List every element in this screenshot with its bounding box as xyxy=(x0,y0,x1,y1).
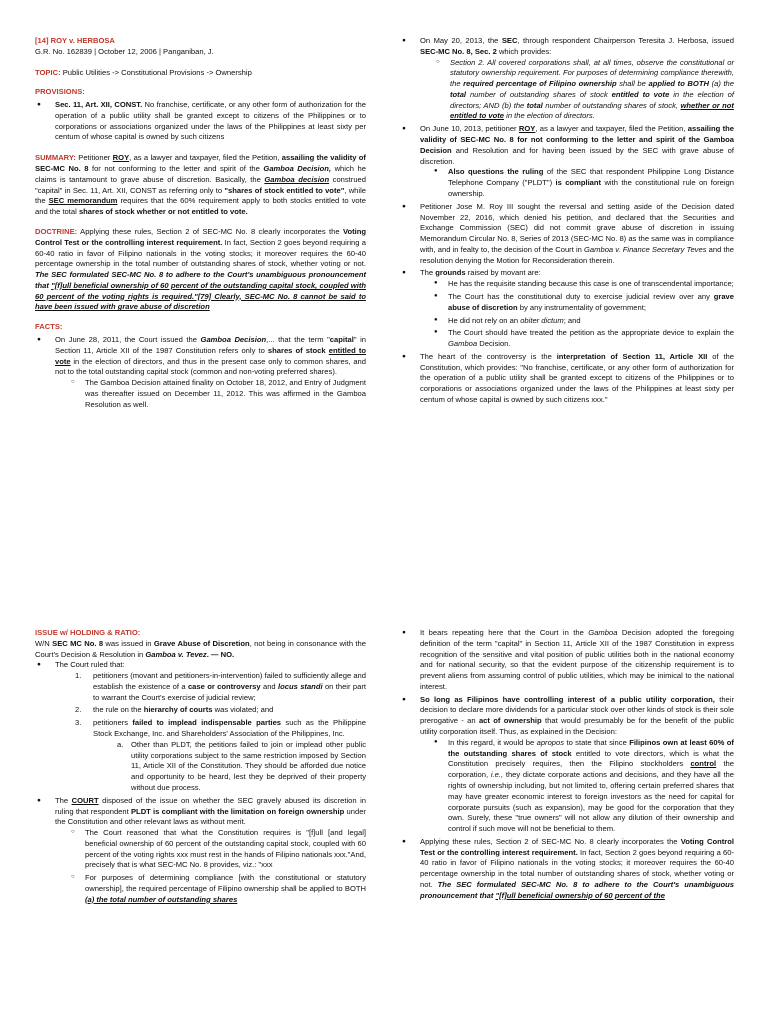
list-item: ● Sec. 11, Art. XII, CONST. No franchise, certificate, or any other form of authorization for the operation of a public utility shall be granted except to citizens of the Philippines or to corporations or associations organized under the laws of the Philippines at least sixty per centum of whose capital is owned by such citizens xyxy=(35,100,366,143)
list-item: ● On June 28, 2011, the Court issued the Gamboa Decision,... that the term "capital" in Section 11, Article XII of the 1987 Constitution refers only to shares of stock entitled to vote in the election of directors, and thus in the present case only to common shares, and not to the total outstanding capital stock (common and non-voting preferred shares). ○ The Gamboa Decision attained finality on October 18, 2012, and Entry of Judgment was thereafter issued on December 11, 2012. This was affirmed in the Gamboa Resolution as well. xyxy=(35,335,366,410)
list-item: ● In this regard, it would be apropos to state that since Filipinos own at least 60% of the outstanding shares of stock entitled to vote directors, which is what the Constitution precisely requires, then the Filipino stockholders control the corporation, i.e., they dictate corporate actions and decisions, and they have all the rights of ownership including, but not limited to, offering certain preferred shares that may have greater economic interest to foreign investors as the need for capital for corporate pursuits (such as expansion), may be good for the corporation that they own. Surely, these "true owners" will not allow any dilution of their ownership and control if such move will not be beneficial to them. xyxy=(432,738,734,835)
list-item: ● It bears repeating here that the Court in the Gamboa Decision adopted the foregoing definition of the term "capital" in Section 11, Article XII of the 1987 Constitution in express recognition of the sensitive and vital position of public utilities both in the national economy and for national security, so that the evident purpose of the citizenship requirement is to prevent aliens from assuming control of public utilities, which may be inimical to the national interest. xyxy=(400,628,734,693)
sub-list xyxy=(69,828,366,905)
facts-label: FACTS: xyxy=(35,322,63,332)
list-item: ● He has the requisite standing because this case is one of transcendental importance; xyxy=(432,279,734,290)
topic-label: TOPIC: xyxy=(35,67,61,77)
list-item: ● Also questions the ruling of the SEC that respondent Philippine Long Distance Telephone Company ("PLDT") is compliant with the constitutional rule on foreign ownership. xyxy=(432,167,734,199)
list-item: ● The grounds raised by movant are: ● He has the requisite standing because this case is one of transcendental importance; ● The Court has the constitutional duty to exercise judicial review over any grave abuse of discretion by any instrumentality of government; ● He did not rely on an obiter dictum; and ● The Court should have treated the petition as the appropriate device to explain the Gamboa Decision. xyxy=(400,268,734,349)
case-title: [14] ROY v. HERBOSA xyxy=(35,36,115,45)
list-item: ● On May 20, 2013, the SEC, through respondent Chairperson Teresita J. Herbosa, issued SEC-MC No. 8, Sec. 2 which provides: ○ Section 2. All covered corporations shall, at all times, observe the constitutional or statutory ownership requirement. For purposes of determining compliance therewith, the required percentage of Filipino ownership shall be applied to BOTH (a) the total number of outstanding shares of stock entitled to vote in the election of directors; AND (b) the total number of outstanding shares of stock, whether or not entitled to vote in the election of directors. xyxy=(400,36,734,122)
list-item: ● The heart of the controversy is the interpretation of Section 11, Article XII of the Constitution, which provides: "No franchise, certificate, or any other form of authorization for the operation of a public utility shall be granted except to citizens of the Philippines or to corporations or associations organized under the laws of the Philippines at least sixty per centum of whose capital is owned by such citizens xxx." xyxy=(400,352,734,406)
holding-list xyxy=(35,660,366,905)
list-item: ● Petitioner Jose M. Roy III sought the reversal and setting aside of the Decision dated November 22, 2016, which denied his petition, and declared that the Securities and Exchange Commission (SEC) did not commit grave abuse of discretion in issuing Memorandum Circular No. 8, Series of 2013 (SEC-MC No. 8) as the same was in compliance with, and in fealty to, the decision of the Court in Gamboa v. Finance Secretary Teves and the resolution denying the Motion for Reconsideration therein. xyxy=(400,202,734,267)
list-item: 2. the rule on the hierarchy of courts was violated; and xyxy=(75,705,274,715)
list-item: ● Applying these rules, Section 2 of SEC-MC No. 8 clearly incorporates the Voting Control Test or the controlling interest requirement. In fact, Section 2 goes beyond requiring a 60-40 ratio in favor of Filipino nationals in the voting stocks; it moreover requires the 60-40 percentage ownership in the total number of outstanding shares of stock, whether voting or not. The SEC formulated SEC-MC No. 8 to adhere to the Court's unambiguous pronouncement that "[f]ull beneficial ownership of 60 percent of the xyxy=(400,837,734,902)
list-item: 1. petitioners (movant and petitioners-in-intervention) failed to sufficiently allege and establish the existence of a case or controversy and locus standi on their part to warrant the Court's exercise of judicial review; xyxy=(75,671,366,702)
ratio-list xyxy=(400,628,734,902)
list-item: ● On June 10, 2013, petitioner ROY, as a lawyer and taxpayer, filed the Petition, assailing the validity of SEC-MC No. 8 for not conforming to the letter and spirit of the Gamboa Decision and Resolution and for having been issued by the SEC with grave abuse of discretion. ● Also questions the ruling of the SEC that respondent Philippine Long Distance Telephone Company ("PLDT") is compliant with the constitutional rule on foreign ownership. xyxy=(400,124,734,199)
list-item: ● He did not rely on an obiter dictum; and xyxy=(432,316,734,327)
facts-list-left xyxy=(35,335,366,410)
issue-question: W/N SEC MC No. 8 was issued in Grave Abuse of Discretion, not being in consonance with the Court's Decision & Resolution in Gamboa v. Tevez. — NO. xyxy=(35,638,366,659)
provisions-label: PROVISIONS: xyxy=(35,87,85,97)
list-item: ○ Section 2. All covered corporations shall, at all times, observe the constitutional or statutory ownership requirement. For purposes of determining compliance therewith, the required percentage of Filipino ownership shall be applied to BOTH (a) the total number of outstanding shares of stock entitled to vote in the election of directors; AND (b) the total number of outstanding shares of stock, whether or not entitled to vote in the election of directors. xyxy=(434,58,734,123)
list-item: ○ The Court reasoned that what the Constitution requires is "[f]ull [and legal] beneficial ownership of 60 percent of the outstanding capital stock, coupled with 60 percent of the voting rights xxx must rest in the hands of Filipino nationals xxx."And, precisely that is what SEC-MC No. 8 provides, viz.: "xxx xyxy=(69,828,366,871)
issue-label: ISSUE w/ HOLDING & RATIO: xyxy=(35,628,141,637)
sub-list xyxy=(69,378,366,410)
bottom-left-column xyxy=(35,628,366,908)
list-item: ● The COURT disposed of the issue on whether the SEC gravely abused its discretion in ruling that respondent PLDT is compliant with the limitation on foreign ownership under the Constitution and other relevant laws as without merit. ○ The Court reasoned that what the Constitution requires is "[f]ull [and legal] beneficial ownership of 60 percent of the outstanding capital stock, coupled with 60 percent of the voting rights xxx must rest in the hands of Filipino nationals xxx."And, precisely that is what SEC-MC No. 8 provides, viz.: "xxx ○ For purposes of determining compliance [with the constitutional or statutory ownership], the required percentage of Filipino ownership shall be applied to BOTH (a) the total number of outstanding shares xyxy=(35,796,366,906)
list-item: ● The Court should have treated the petition as the appropriate device to explain the Gamboa Decision. xyxy=(432,328,734,350)
sub-numbered-list xyxy=(115,740,366,794)
list-item: a. Other than PLDT, the petitions failed to join or implead other public utility corporations subject to the same restriction imposed by Section 11, Article XII of the Constitution. They should be afforded due notice and opportunity to be heard, lest they be deprived of their property without due process. xyxy=(117,739,366,792)
list-item: ● The Court has the constitutional duty to exercise judicial review over any grave abuse of discretion by any instrumentality of government; xyxy=(432,292,734,314)
case-citation: G.R. No. 162839 | October 12, 2006 | Panganiban, J. xyxy=(35,46,214,56)
top-right-column xyxy=(420,36,734,408)
list-item: 3. petitioners failed to implead indispensable parties such as the Philippine Stock Exchange, Inc. and Shareholders' Association of the Philippines, Inc. a. Other than PLDT, the petitions failed to join or implead other public utility corporations subject to the same restriction imposed by Section 11, Article XII of the Constitution. They should be afforded due notice and opportunity to be heard, lest they be deprived of their property without due process. xyxy=(75,718,366,792)
list-item: ○ The Gamboa Decision attained finality on October 18, 2012, and Entry of Judgment was thereafter issued on December 11, 2012. This was affirmed in the Gamboa Resolution as well. xyxy=(69,378,366,410)
list-item: ○ For purposes of determining compliance [with the constitutional or statutory ownership], the required percentage of Filipino ownership shall be applied to BOTH (a) the total number of outstanding shares xyxy=(69,873,366,905)
sub-list xyxy=(434,58,734,123)
top-left-column xyxy=(35,36,366,412)
topic-paragraph: TOPIC: Public Utilities -> Constitutional Provisions -> Ownership xyxy=(35,67,252,77)
sub-list xyxy=(432,167,734,199)
ruling-numbered-list xyxy=(71,671,366,794)
provisions-list xyxy=(35,100,366,143)
sub-list xyxy=(432,738,734,835)
grounds-list xyxy=(432,279,734,350)
summary-paragraph: SUMMARY: Petitioner ROY, as a lawyer and taxpayer, filed the Petition, assailing the validity of SEC-MC No. 8 for not conforming to the letter and spirit of the Gamboa Decision, which he claims is tantamount to grave abuse of discretion. Basically, the Gamboa decision construed "capital" in Sec. 11, Art. XII, CONST as referring only to "shares of stock entitled to vote", while the SEC memorandum requires that the 60% requirement apply to both stocks entitled to vote and the total shares of stock whether or not entitled to vote. xyxy=(35,153,366,217)
list-item: ● So long as Filipinos have controlling interest of a public utility corporation, their decision to declare more dividends for a particular stock over other kinds of stock is their sole prerogative - an act of ownership that would presumably be for the benefit of the public utility corporation itself. Thus, as explained in the Decision: ● In this regard, it would be apropos to state that since Filipinos own at least 60% of the outstanding shares of stock entitled to vote directors, which is what the Constitution precisely requires, then the Filipino stockholders control the corporation, i.e., they dictate corporate actions and decisions, and they have all the rights of ownership including, but not limited to, offering certain preferred shares that may have greater economic interest to foreign investors as the need for capital for corporate pursuits (such as expansion), may be good for the corporation that they own. Surely, these "true owners" will not allow any dilution of their ownership and control if such move will not be beneficial to them. xyxy=(400,695,734,835)
bottom-right-column xyxy=(420,628,734,904)
list-item: ● The Court ruled that: 1. petitioners (movant and petitioners-in-intervention) failed to sufficiently allege and establish the existence of a case or controversy and locus standi on their part to warrant the Court's exercise of judicial review; 2. the rule on the hierarchy of courts was violated; and 3. petitioners failed to implead indispensable parties such as the Philippine Stock Exchange, Inc. and Shareholders' Association of the Philippines, Inc. a. Other than PLDT, the petitions failed to join or implead other public utility corporations subject to the same restriction imposed by Section 11, Article XII of the Constitution. They should be afforded due notice and opportunity to be heard, lest they be deprived of their property without due process. xyxy=(35,660,366,793)
doctrine-paragraph: DOCTRINE: Applying these rules, Section 2 of SEC-MC No. 8 clearly incorporates the Voting Control Test or the controlling interest requirement. In fact, Section 2 goes beyond requiring a 60-40 ratio in favor of Filipino nationals in the voting stocks; it moreover requires the 60-40 percentage ownership in the total number of outstanding shares of stock, whether voting or not. The SEC formulated SEC-MC No. 8 to adhere to the Court's unambiguous pronouncement that "[f]ull beneficial ownership of 60 percent of the outstanding capital stock, coupled with 60 percent of the voting rights is required."[79] Clearly, SEC-MC No. 8 cannot be said to have been issued with grave abuse of discretion xyxy=(35,226,366,312)
facts-list-right xyxy=(400,36,734,406)
